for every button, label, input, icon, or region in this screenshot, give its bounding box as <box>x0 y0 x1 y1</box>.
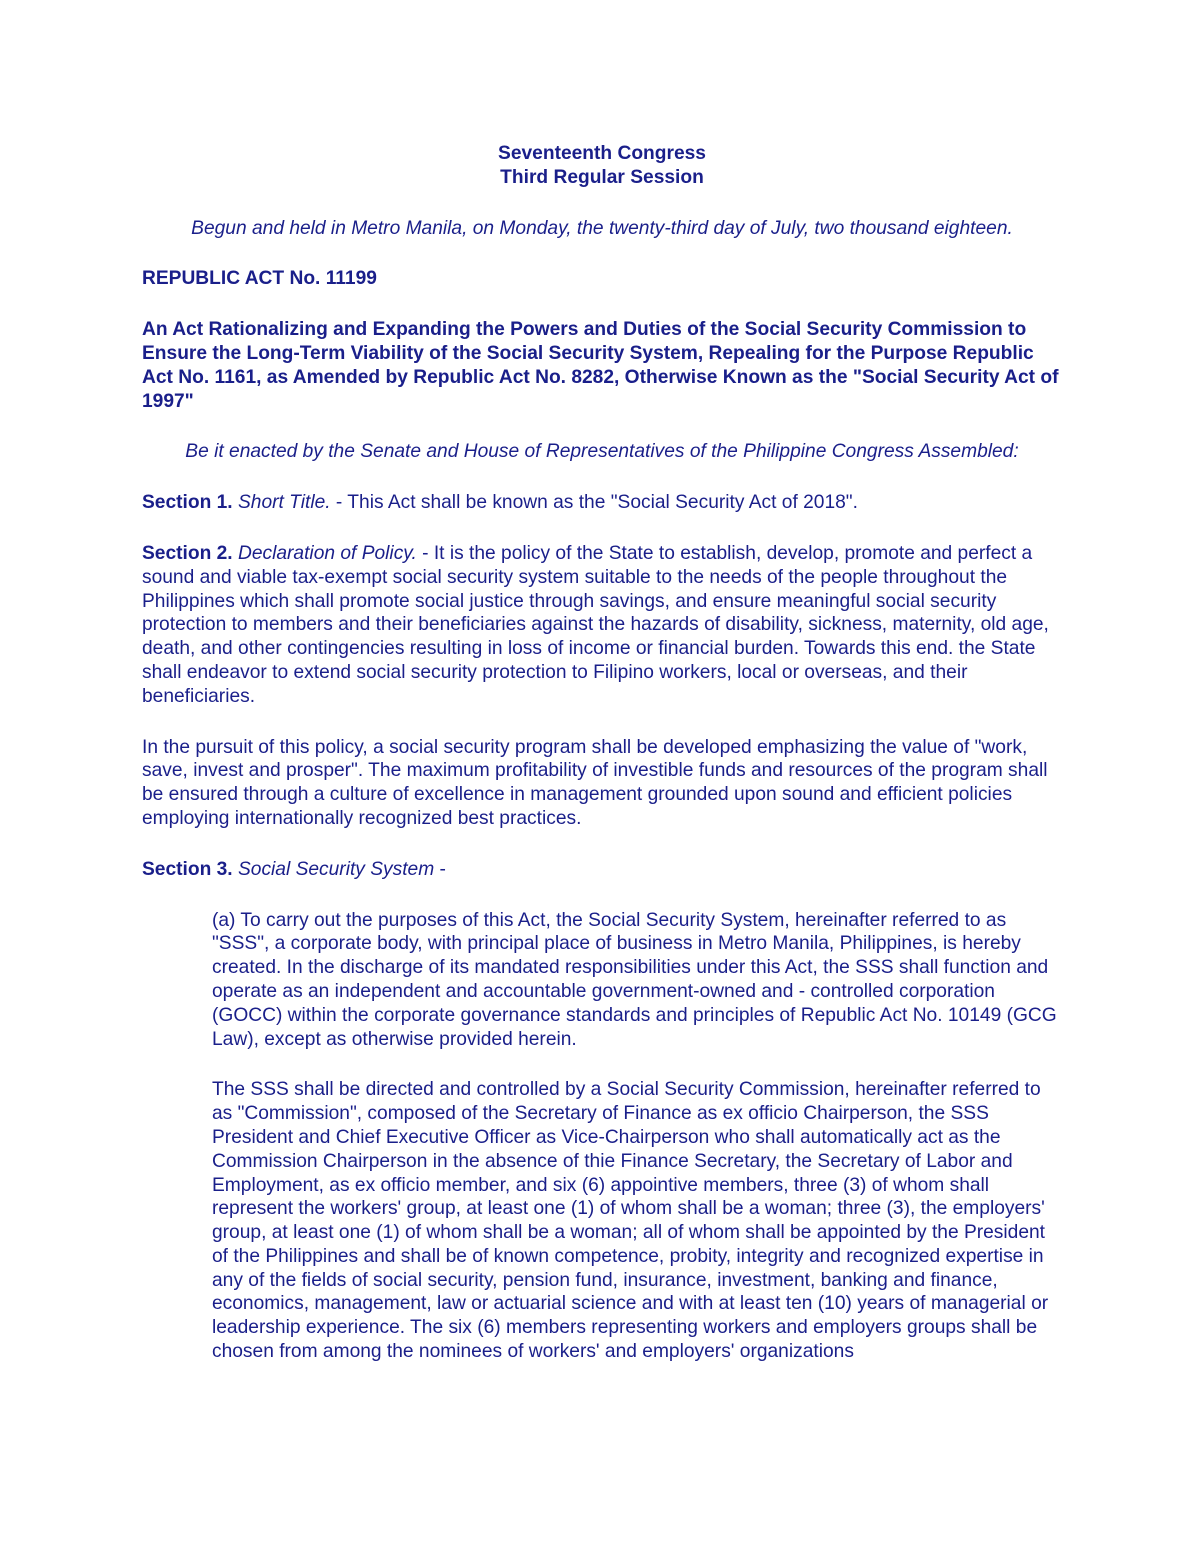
section-text: - <box>434 858 446 880</box>
section-1 <box>142 491 1062 515</box>
section-3-body <box>212 909 1062 1364</box>
congress-name: Seventeenth Congress <box>498 143 706 164</box>
section-text: - It is the policy of the State to establish, develop, promote and perfect a sound and viable tax-exempt social security system suitable to the needs of the people throughout the Philippines which shall promote social justice through savings, and ensure meaningful social security protection to members and their beneficiaries against the hazards of disability, sickness, maternity, old age, death, and other contingencies resulting in loss of income or financial burden. Towards this end. the State shall endeavor to extend social security protection to Filipino workers, local or overseas, and their beneficiaries. <box>142 542 1049 707</box>
section-caption: Short Title. <box>237 492 331 514</box>
section-2-paragraph-2: In the pursuit of this policy, a social security program shall be developed emphasizing the value of "work, save, invest and prosper". The maximum profitability of investible funds and resources of the program shall be ensured through a culture of excellence in management grounded upon sound and efficient policies employing internationally recognized best practices. <box>142 736 1048 829</box>
congress-heading <box>142 142 1062 190</box>
session-name: Third Regular Session <box>500 166 704 188</box>
enacting-clause: Be it enacted by the Senate and House of Representatives of the Philippine Congress Assembled: <box>185 441 1019 463</box>
section-3-subparagraph-a: (a) To carry out the purposes of this Act, the Social Security System, hereinafter referred to as "SSS", a corporate body, with principal place of business in Metro Manila, Philippines, is hereby created. In the discharge of its mandated responsibilities under this Act, the SSS shall function and operate as an independent and accountable government-owned and - controlled corporation (GOCC) within the corporate governance standards and principles of Republic Act No. 10149 (GCG Law), except as otherwise provided herein. <box>212 909 1057 1050</box>
act-title: An Act Rationalizing and Expanding the Powers and Duties of the Social Security Commission to Ensure the Long-Term Viability of the Social Security System, Repealing for the Purpose Republic Act No. 1161, as Amended by Republic Act No. 8282, Otherwise Known as the "Social Security Act of 1997" <box>142 319 1059 412</box>
section-text: - This Act shall be known as the "Social Security Act of 2018". <box>330 492 858 514</box>
section-3-commission-paragraph: The SSS shall be directed and controlled by a Social Security Commission, hereinafter referred to as "Commission", composed of the Secretary of Finance as ex officio Chairperson, the SSS President and Chief Executive Officer as Vice-Chairperson who shall automatically act as the Commission Chairperson in the absence of thie Finance Secretary, the Secretary of Labor and Employment, as ex officio member, and six (6) appointive members, three (3) of whom shall represent the workers' group, at least one (1) of whom shall be a woman; three (3), the employers' group, at least one (1) of whom shall be a woman; all of whom shall be appointed by the President of the Philippines and shall be of known competence, probity, integrity and recognized expertise in any of the fields of social security, pension fund, insurance, investment, banking and finance, economics, management, law or actuarial science and with at least ten (10) years of managerial or leadership experience. The six (6) members representing workers and employers groups shall be chosen from among the nominees of workers' and employers' organizations <box>212 1079 1049 1363</box>
section-label: Section 1. <box>142 492 233 514</box>
section-label: Section 2. <box>142 542 233 564</box>
section-3 <box>142 858 1062 882</box>
section-caption: Social Security System <box>237 858 435 880</box>
section-2 <box>142 542 1062 709</box>
act-number: REPUBLIC ACT No. 11199 <box>142 268 377 290</box>
preamble: Begun and held in Metro Manila, on Monday, the twenty-third day of July, two thousand eighteen. <box>191 217 1013 239</box>
section-caption: Declaration of Policy. <box>237 542 417 564</box>
document-page <box>142 142 1062 1364</box>
section-label: Section 3. <box>142 858 233 880</box>
